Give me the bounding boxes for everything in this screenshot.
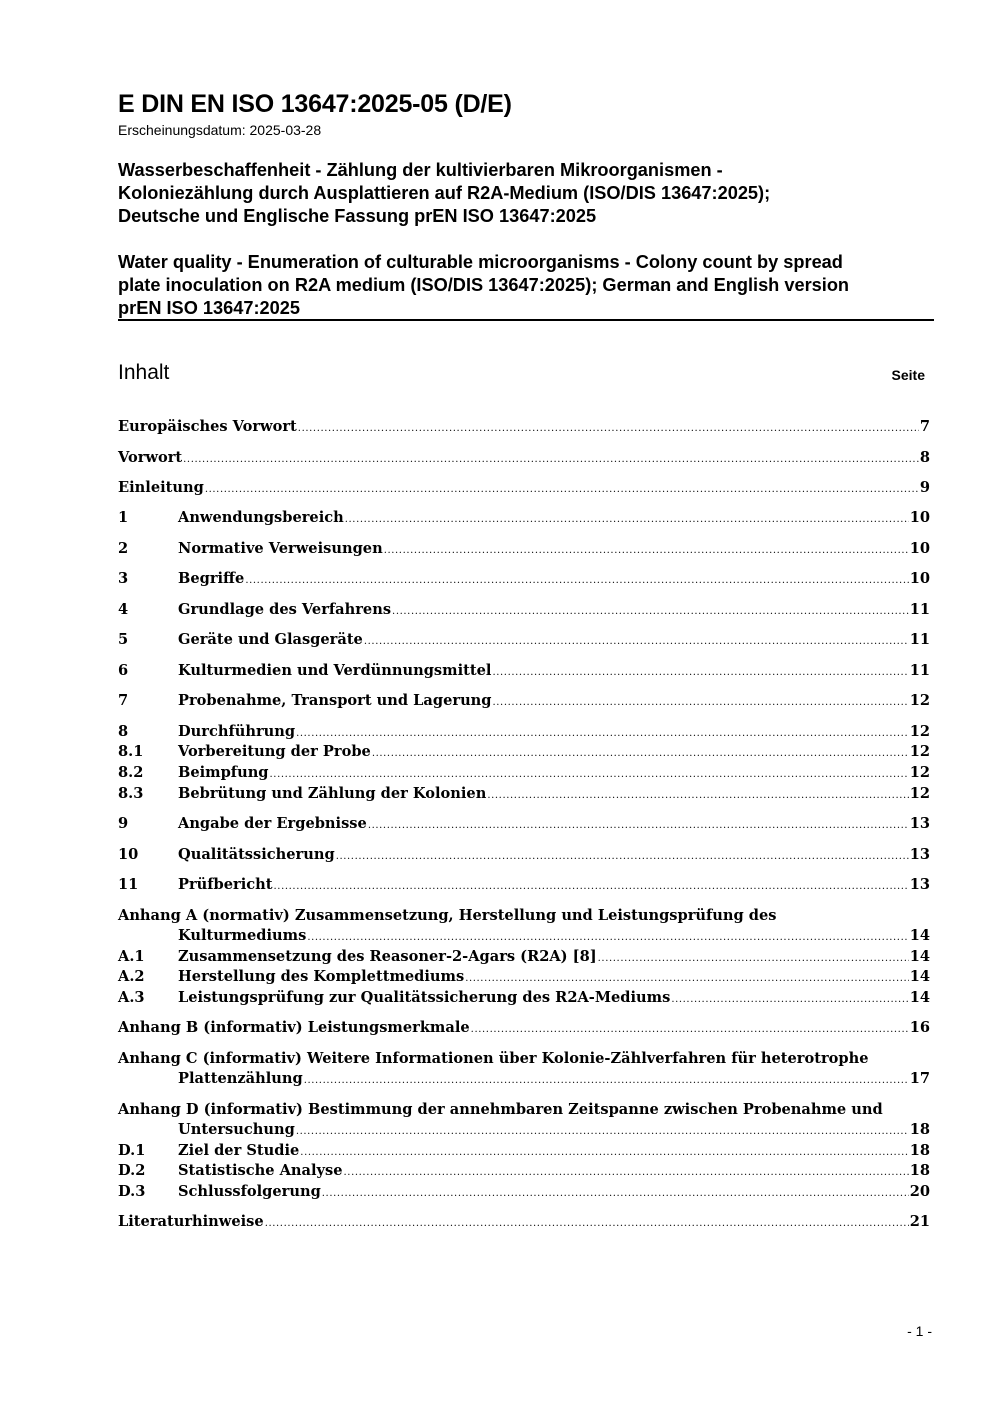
toc-entry[interactable]: [118, 539, 930, 559]
toc-entry-number: 8: [118, 723, 129, 740]
toc-entry[interactable]: [118, 508, 930, 528]
toc-entry-number: A.3: [118, 989, 145, 1006]
title-german: [118, 159, 948, 228]
toc-leader-dots: [183, 450, 919, 470]
toc-entry-page: 12: [909, 743, 930, 760]
toc-entry-label: Qualitätssicherung: [178, 846, 335, 863]
toc-entry-label: Anhang B (informativ) Leistungsmerkmale: [118, 1019, 470, 1036]
toc-entry-line: [118, 600, 930, 620]
toc-leader-dots: [392, 602, 909, 622]
toc-entry-label: Schlussfolgerung: [178, 1183, 321, 1200]
toc-entry[interactable]: [118, 630, 930, 650]
toc-entry-page: 7: [919, 418, 930, 435]
toc-entry-number: A.1: [118, 948, 145, 965]
toc-entry-line: [118, 630, 930, 650]
toc-entry-line: [118, 1069, 930, 1089]
toc-entry-number: 10: [118, 846, 139, 863]
toc-entry-label: Angabe der Ergebnisse: [178, 815, 367, 832]
toc-entry-page: 13: [909, 815, 930, 832]
toc-entry-label: Ziel der Studie: [178, 1142, 300, 1159]
toc-entry-page: 10: [909, 509, 930, 526]
toc-entry-line: [118, 448, 930, 468]
toc-entry-page: 18: [909, 1121, 930, 1138]
toc-entry-line: [118, 1100, 930, 1120]
toc-entry[interactable]: [118, 1141, 930, 1161]
toc-entry[interactable]: [118, 845, 930, 865]
toc-leader-dots: [296, 724, 909, 744]
toc-entry-page: 16: [909, 1019, 930, 1036]
toc-entry-line: [118, 661, 930, 681]
toc-entry-label: Statistische Analyse: [178, 1162, 343, 1179]
toc-entry[interactable]: [118, 1212, 930, 1232]
toc-leader-dots: [205, 480, 919, 500]
toc-leader-dots: [298, 419, 919, 439]
toc-entry-line: [118, 417, 930, 437]
toc-entry-label: Anhang A (normativ) Zusammensetzung, Herstellung und Leistungsprüfung des: [118, 907, 777, 924]
toc-entry-number: D.1: [118, 1142, 146, 1159]
toc-entry[interactable]: [118, 417, 930, 437]
title-english: [118, 251, 938, 320]
toc-entry[interactable]: [118, 906, 930, 946]
toc-leader-dots: [274, 877, 909, 897]
toc-entry-line: [118, 742, 930, 762]
toc-entry-line: [118, 967, 930, 987]
toc-entry-number: 3: [118, 570, 129, 587]
toc-entry-number: 4: [118, 601, 129, 618]
toc-entry-label-continued: Plattenzählung: [178, 1070, 303, 1087]
toc-entry-page: 12: [909, 764, 930, 781]
toc-entry[interactable]: [118, 1182, 930, 1202]
title-german-line: Wasserbeschaffenheit - Zählung der kultivierbaren Mikroorganismen -: [118, 160, 723, 180]
toc-entry-line: [118, 478, 930, 498]
toc-entry-page: 11: [909, 631, 930, 648]
toc-leader-dots: [671, 990, 908, 1010]
toc-entry-line: [118, 763, 930, 783]
toc-page-column-label: Seite: [891, 367, 925, 383]
toc-leader-dots: [384, 541, 909, 561]
toc-entry-page: 13: [909, 876, 930, 893]
toc-entry-line: [118, 988, 930, 1008]
toc-entry[interactable]: [118, 1100, 930, 1140]
toc-entry-number: 8.2: [118, 764, 144, 781]
toc-entry-label: Grundlage des Verfahrens: [178, 601, 392, 618]
toc-entry-label: Literaturhinweise: [118, 1213, 264, 1230]
title-german-line: Deutsche und Englische Fassung prEN ISO 13647:2025: [118, 206, 597, 226]
toc-entry-page: 11: [909, 662, 930, 679]
toc-entry-label: Kulturmedien und Verdünnungsmittel: [178, 662, 492, 679]
toc-entry-line: [118, 845, 930, 865]
toc-entry-number: A.2: [118, 968, 145, 985]
toc-entry-label: Vorbereitung der Probe: [178, 743, 371, 760]
toc-entry[interactable]: [118, 988, 930, 1008]
toc-entry[interactable]: [118, 763, 930, 783]
toc-entry-line: [118, 1120, 930, 1140]
toc-entry-line: [118, 1161, 930, 1181]
toc-entry[interactable]: [118, 448, 930, 468]
publication-date: Erscheinungsdatum: 2025-03-28: [118, 122, 322, 138]
toc-entry-label: Geräte und Glasgeräte: [178, 631, 363, 648]
toc-entry-label: Begriffe: [178, 570, 245, 587]
toc-leader-dots: [245, 571, 908, 591]
toc-entry-line: [118, 1212, 930, 1232]
toc-entry-line: [118, 906, 930, 926]
toc-entry-line: [118, 814, 930, 834]
toc-entry-page: 9: [919, 479, 930, 496]
toc-entry-line: [118, 926, 930, 946]
toc-entry-page: 14: [909, 968, 930, 985]
toc-entry-label: Anhang C (informativ) Weitere Informationen über Kolonie-Zählverfahren für heterotrophe: [118, 1050, 869, 1067]
toc-entry-page: 12: [909, 785, 930, 802]
toc-entry-page: 10: [909, 570, 930, 587]
title-german-line: Koloniezählung durch Ausplattieren auf R2A-Medium (ISO/DIS 13647:2025);: [118, 183, 771, 203]
toc-entry-label-continued: Untersuchung: [178, 1121, 295, 1138]
toc-leader-dots: [492, 663, 908, 683]
toc-entry[interactable]: [118, 1018, 930, 1038]
toc-entry-page: 18: [909, 1142, 930, 1159]
toc-leader-dots: [322, 1184, 909, 1204]
toc-entry-number: 1: [118, 509, 129, 526]
toc-entry-page: 11: [909, 601, 930, 618]
toc-entry-page: 12: [909, 692, 930, 709]
toc-entry[interactable]: [118, 947, 930, 967]
toc-entry-page: 21: [909, 1213, 930, 1230]
toc-entry-number: D.2: [118, 1162, 146, 1179]
toc-entry-line: [118, 569, 930, 589]
toc-leader-dots: [296, 1122, 909, 1142]
toc-entry-label: Prüfbericht: [178, 876, 273, 893]
toc-entry-label: Anhang D (informativ) Bestimmung der annehmbaren Zeitspanne zwischen Probenahme und: [118, 1101, 883, 1118]
toc-entry-page: 8: [919, 449, 930, 466]
toc-entry-number: 6: [118, 662, 129, 679]
toc-entry[interactable]: [118, 742, 930, 762]
toc-entry-number: 2: [118, 540, 129, 557]
toc-leader-dots: [344, 1163, 909, 1183]
toc-entry[interactable]: [118, 1049, 930, 1089]
toc-entry[interactable]: [118, 814, 930, 834]
toc-entry-page: 14: [909, 948, 930, 965]
toc-entry-line: [118, 947, 930, 967]
toc-entry[interactable]: [118, 722, 930, 742]
toc-leader-dots: [307, 928, 908, 948]
toc-entry-label: Probenahme, Transport und Lagerung: [178, 692, 492, 709]
toc-entry-page: 10: [909, 540, 930, 557]
toc-entry-label: Bebrütung und Zählung der Kolonien: [178, 785, 487, 802]
toc-entry-label: Leistungsprüfung zur Qualitätssicherung des R2A-Mediums: [178, 989, 671, 1006]
toc-entry-label: Einleitung: [118, 479, 204, 496]
toc-leader-dots: [465, 969, 909, 989]
toc-entry[interactable]: [118, 691, 930, 711]
toc-entry-line: [118, 508, 930, 528]
toc-leader-dots: [336, 847, 909, 867]
toc-entry-page: 18: [909, 1162, 930, 1179]
toc-entry[interactable]: [118, 569, 930, 589]
toc-entry-line: [118, 1018, 930, 1038]
toc-entry-line: [118, 691, 930, 711]
toc-entry-label-continued: Kulturmediums: [178, 927, 307, 944]
toc-leader-dots: [598, 949, 909, 969]
toc-leader-dots: [304, 1071, 909, 1091]
toc-entry[interactable]: [118, 478, 930, 498]
toc-entry-page: 14: [909, 989, 930, 1006]
toc-entry-page: 12: [909, 723, 930, 740]
toc-entry-line: [118, 1049, 930, 1069]
title-divider: [118, 319, 934, 321]
toc-entry-number: 8.1: [118, 743, 144, 760]
toc-leader-dots: [487, 786, 908, 806]
toc-entry-line: [118, 722, 930, 742]
toc-entry-label: Zusammensetzung des Reasoner-2-Agars (R2A) [8]: [178, 948, 597, 965]
toc-entry-label: Durchführung: [178, 723, 296, 740]
toc-entry-page: 17: [909, 1070, 930, 1087]
toc-leader-dots: [493, 693, 909, 713]
toc-entry-number: 9: [118, 815, 129, 832]
toc-entry-number: 8.3: [118, 785, 144, 802]
title-english-line: plate inoculation on R2A medium (ISO/DIS 13647:2025); German and English version: [118, 275, 850, 295]
title-english-line: Water quality - Enumeration of culturable microorganisms - Colony count by spread: [118, 252, 843, 272]
toc-entry[interactable]: [118, 1161, 930, 1181]
toc-entry-number: 7: [118, 692, 129, 709]
toc-entry-label: Vorwort: [118, 449, 183, 466]
page-number: - 1 -: [907, 1323, 932, 1339]
toc-entry-line: [118, 875, 930, 895]
toc-entry-number: D.3: [118, 1183, 146, 1200]
toc-entry-line: [118, 1182, 930, 1202]
toc-entry-label: Anwendungsbereich: [178, 509, 344, 526]
toc-entry-line: [118, 784, 930, 804]
toc-leader-dots: [372, 744, 909, 764]
toc-heading: Inhalt: [118, 361, 170, 384]
toc-entry[interactable]: [118, 784, 930, 804]
toc-entry[interactable]: [118, 875, 930, 895]
toc-entry-line: [118, 539, 930, 559]
toc-entry-label: Herstellung des Komplettmediums: [178, 968, 465, 985]
toc-leader-dots: [368, 816, 909, 836]
toc-entry-page: 14: [909, 927, 930, 944]
toc-entry-page: 20: [909, 1183, 930, 1200]
toc-entry[interactable]: [118, 967, 930, 987]
toc-entry-page: 13: [909, 846, 930, 863]
toc-entry-number: 11: [118, 876, 139, 893]
toc-entry-label: Beimpfung: [178, 764, 269, 781]
toc-leader-dots: [265, 1214, 909, 1234]
toc-leader-dots: [270, 765, 909, 785]
toc-entry-label: Europäisches Vorwort: [118, 418, 297, 435]
toc-leader-dots: [345, 510, 909, 530]
document-id: E DIN EN ISO 13647:2025-05 (D/E): [118, 90, 512, 118]
toc-leader-dots: [300, 1143, 908, 1163]
toc-entry-label: Normative Verweisungen: [178, 540, 383, 557]
toc-leader-dots: [364, 632, 909, 652]
toc-entry-number: 5: [118, 631, 129, 648]
toc-entry[interactable]: [118, 661, 930, 681]
toc-entry[interactable]: [118, 600, 930, 620]
toc-leader-dots: [471, 1020, 909, 1040]
title-english-line: prEN ISO 13647:2025: [118, 298, 300, 318]
toc-entry-line: [118, 1141, 930, 1161]
